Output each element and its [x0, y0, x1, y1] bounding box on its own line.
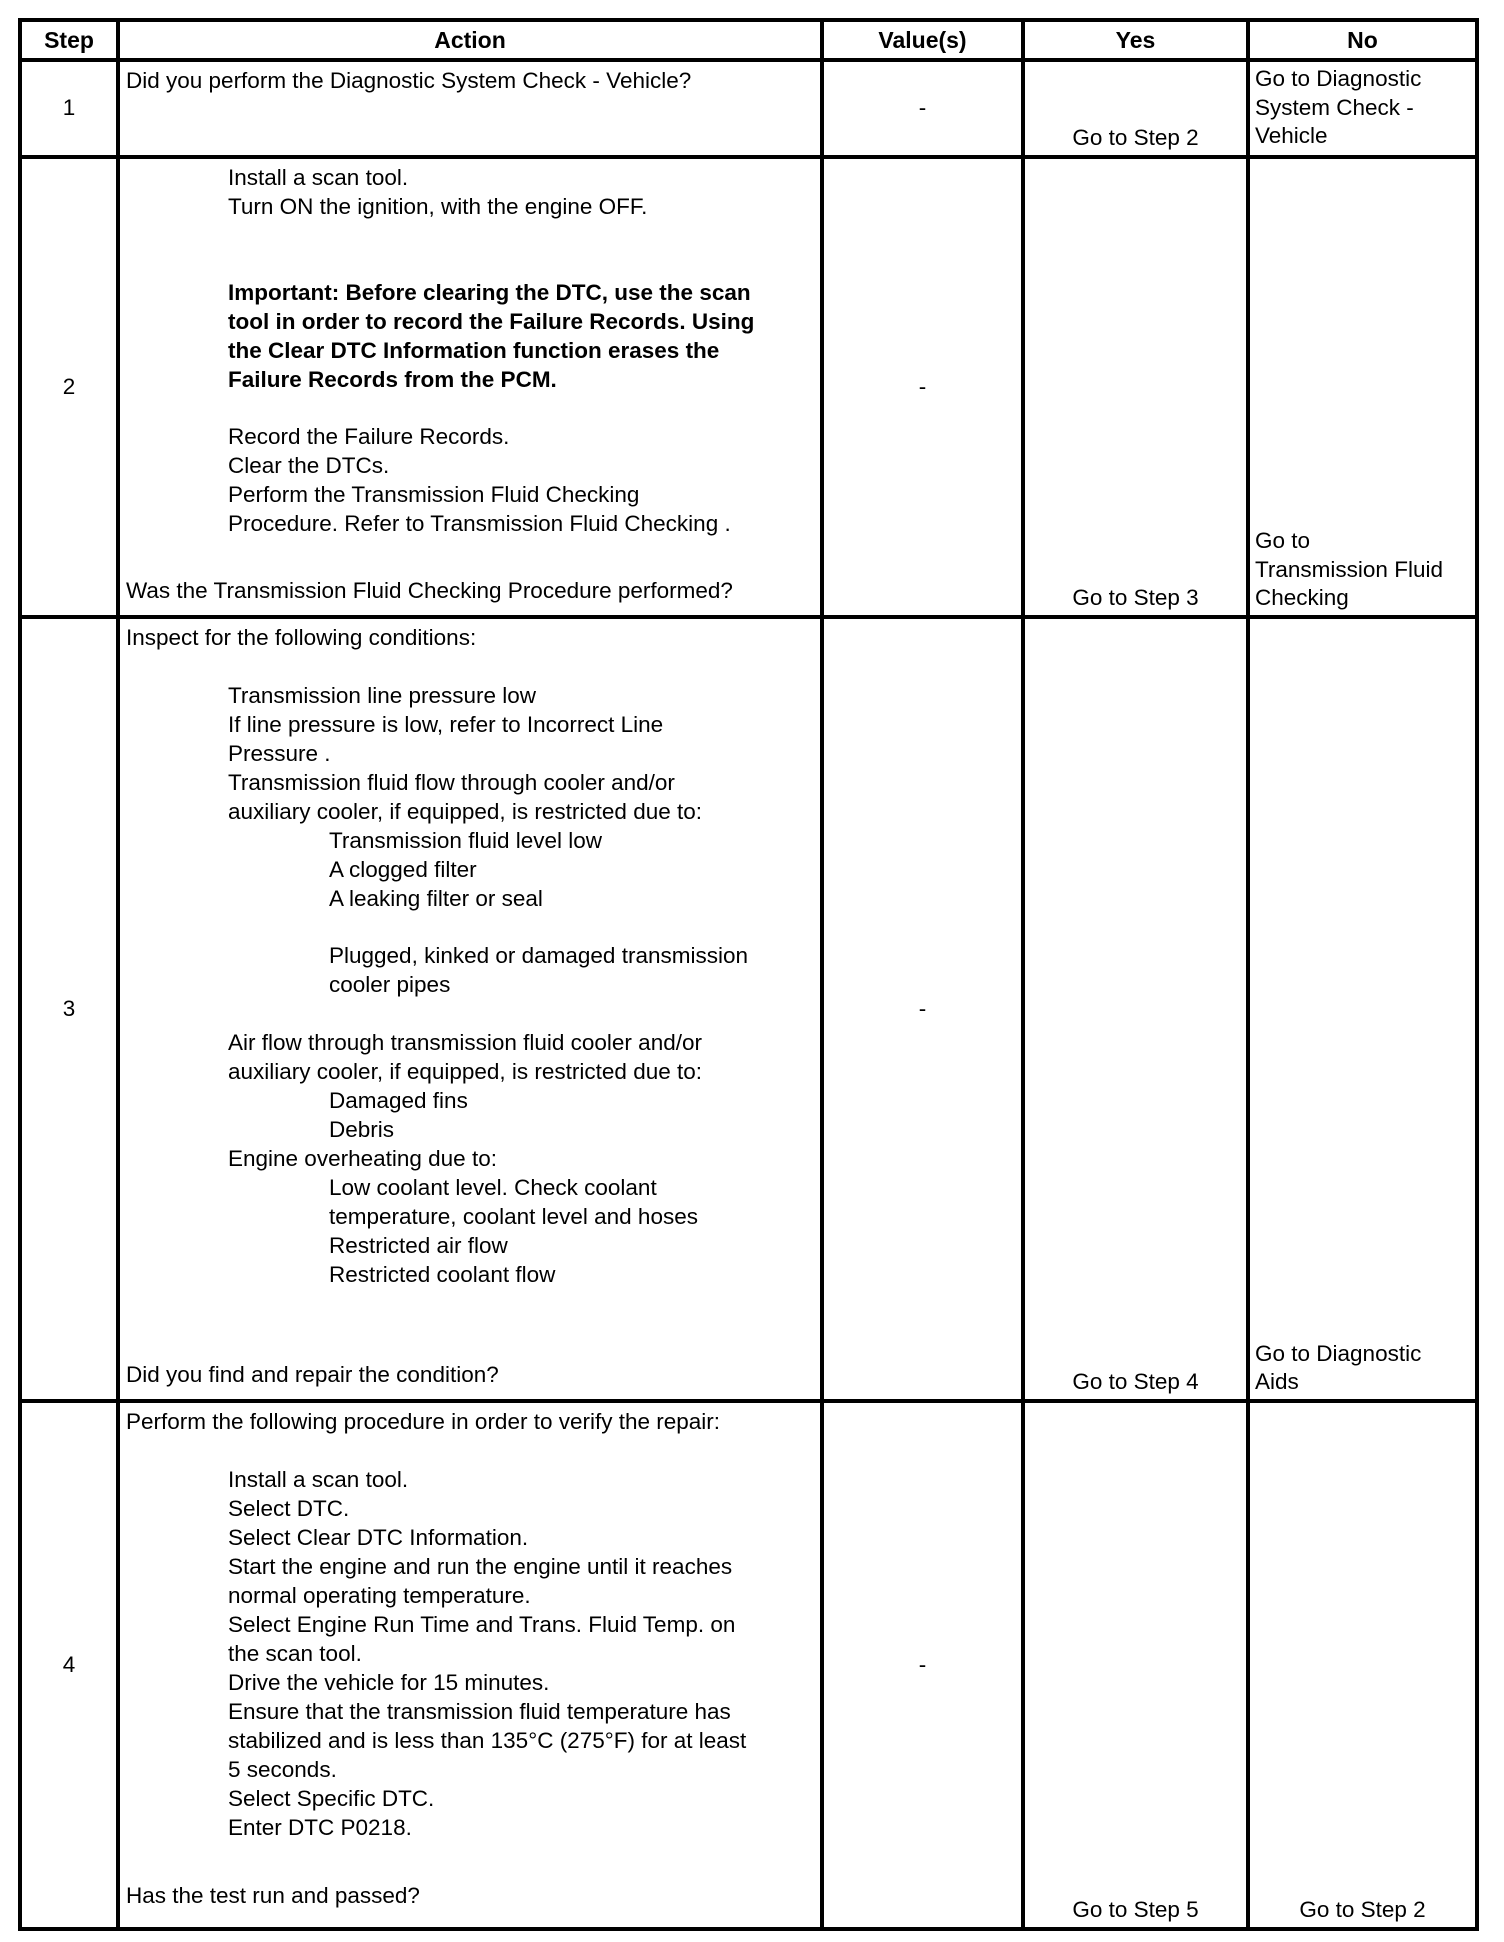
- action-cell: [120, 159, 824, 615]
- procedure-line: Enter DTC P0218.: [228, 1815, 412, 1840]
- action-cell: [120, 1403, 824, 1927]
- header-no: No: [1347, 26, 1378, 53]
- procedure-line: normal operating temperature.: [228, 1583, 531, 1608]
- condition-subline: A leaking filter or seal: [329, 886, 543, 911]
- no-link[interactable]: [1255, 65, 1421, 151]
- step-number: 3: [22, 619, 120, 1399]
- no-link[interactable]: [1255, 1340, 1421, 1397]
- condition-line: Engine overheating due to:: [228, 1146, 497, 1171]
- question-text: Has the test run and passed?: [126, 1883, 420, 1908]
- no-cell: [1250, 1403, 1475, 1927]
- yes-link[interactable]: Go to Step 3: [1072, 585, 1199, 611]
- yes-link[interactable]: Go to Step 2: [1072, 125, 1199, 151]
- important-note-line: Important: Before clearing the DTC, use the scan: [228, 280, 751, 305]
- procedure-line: Install a scan tool.: [228, 1467, 409, 1492]
- condition-subline: Restricted coolant flow: [329, 1262, 556, 1287]
- no-cell: [1250, 62, 1475, 155]
- procedure-line: Drive the vehicle for 15 minutes.: [228, 1670, 550, 1695]
- value-cell: -: [824, 159, 1025, 615]
- no-link[interactable]: [1255, 527, 1443, 613]
- header-step: Step: [22, 22, 120, 58]
- condition-line: Transmission fluid flow through cooler and/or: [228, 770, 675, 795]
- procedure-line: Select Specific DTC.: [228, 1786, 435, 1811]
- condition-line: If line pressure is low, refer to Incorrect Line: [228, 712, 664, 737]
- no-line: Aids: [1255, 1369, 1299, 1395]
- action-line: Procedure. Refer to Transmission Fluid Checking .: [228, 511, 731, 536]
- no-line: System Check -: [1255, 94, 1414, 120]
- action-cell: [120, 62, 824, 155]
- action-line: Turn ON the ignition, with the engine OFF.: [228, 194, 648, 219]
- important-note-line: Failure Records from the PCM.: [228, 367, 557, 392]
- header-action: Action: [120, 22, 824, 58]
- condition-line: Air flow through transmission fluid cooler and/or: [228, 1030, 702, 1055]
- no-line: Checking: [1255, 585, 1349, 611]
- condition-line: auxiliary cooler, if equipped, is restricted due to:: [228, 799, 703, 824]
- value-cell: -: [824, 62, 1025, 155]
- step-number: 2: [22, 159, 120, 615]
- table-header-row: [22, 22, 1475, 62]
- value-cell: -: [824, 1403, 1025, 1927]
- yes-link[interactable]: Go to Step 4: [1072, 1369, 1199, 1395]
- intro-text: Inspect for the following conditions:: [126, 625, 477, 650]
- no-line: Go to Diagnostic: [1255, 1340, 1422, 1366]
- header-yes: Yes: [1025, 22, 1250, 58]
- condition-subline: Transmission fluid level low: [329, 828, 603, 853]
- action-line: Perform the Transmission Fluid Checking: [228, 482, 640, 507]
- condition-line: Pressure .: [228, 741, 331, 766]
- value-cell: -: [824, 619, 1025, 1399]
- table-row-step-3: [22, 619, 1475, 1403]
- step-number: 4: [22, 1403, 120, 1927]
- table-row-step-2: [22, 159, 1475, 619]
- condition-subline: Debris: [329, 1117, 395, 1142]
- no-link[interactable]: Go to Step 2: [1299, 1897, 1426, 1923]
- procedure-line: Select DTC.: [228, 1496, 350, 1521]
- condition-subline: A clogged filter: [329, 857, 477, 882]
- procedure-line: Select Clear DTC Information.: [228, 1525, 529, 1550]
- step-number: 1: [22, 62, 120, 155]
- intro-text: Perform the following procedure in order to verify the repair:: [126, 1409, 721, 1434]
- important-note-line: the Clear DTC Information function erases the: [228, 338, 720, 363]
- action-line: Clear the DTCs.: [228, 453, 390, 478]
- procedure-line: Select Engine Run Time and Trans. Fluid Temp. on: [228, 1612, 736, 1637]
- no-line: Vehicle: [1255, 123, 1328, 149]
- yes-cell: [1025, 159, 1250, 615]
- yes-cell: [1025, 62, 1250, 155]
- diagnostic-table: [18, 18, 1479, 1931]
- condition-line: Transmission line pressure low: [228, 683, 537, 708]
- no-cell: [1250, 619, 1475, 1399]
- condition-subline: Restricted air flow: [329, 1233, 508, 1258]
- question-text: Did you perform the Diagnostic System Check - Vehicle?: [126, 68, 692, 93]
- condition-subline: Low coolant level. Check coolant: [329, 1175, 657, 1200]
- no-line: Go to: [1255, 527, 1311, 553]
- table-row-step-4: [22, 1403, 1475, 1927]
- condition-subline: Plugged, kinked or damaged transmission: [329, 943, 748, 968]
- procedure-line: Ensure that the transmission fluid temperature has: [228, 1699, 731, 1724]
- procedure-line: Start the engine and run the engine until it reaches: [228, 1554, 733, 1579]
- yes-cell: [1025, 1403, 1250, 1927]
- yes-cell: [1025, 619, 1250, 1399]
- question-text: Did you find and repair the condition?: [126, 1362, 499, 1387]
- condition-line: auxiliary cooler, if equipped, is restricted due to:: [228, 1059, 703, 1084]
- no-line: Go to Diagnostic: [1255, 66, 1422, 91]
- action-line: Install a scan tool.: [228, 165, 409, 190]
- no-line: Transmission Fluid: [1255, 556, 1443, 582]
- no-cell: [1250, 159, 1475, 615]
- question-text: Was the Transmission Fluid Checking Procedure performed?: [126, 578, 733, 603]
- action-cell: [120, 619, 824, 1399]
- action-line: Record the Failure Records.: [228, 424, 510, 449]
- condition-subline: Damaged fins: [329, 1088, 468, 1113]
- procedure-line: stabilized and is less than 135°C (275°F) for at least: [228, 1728, 747, 1753]
- table-row-step-1: [22, 62, 1475, 159]
- procedure-line: the scan tool.: [228, 1641, 362, 1666]
- yes-link[interactable]: Go to Step 5: [1072, 1897, 1199, 1923]
- condition-subline: cooler pipes: [329, 972, 451, 997]
- header-values: Value(s): [824, 22, 1025, 58]
- procedure-line: 5 seconds.: [228, 1757, 337, 1782]
- condition-subline: temperature, coolant level and hoses: [329, 1204, 698, 1229]
- important-note-line: tool in order to record the Failure Records. Using: [228, 309, 755, 334]
